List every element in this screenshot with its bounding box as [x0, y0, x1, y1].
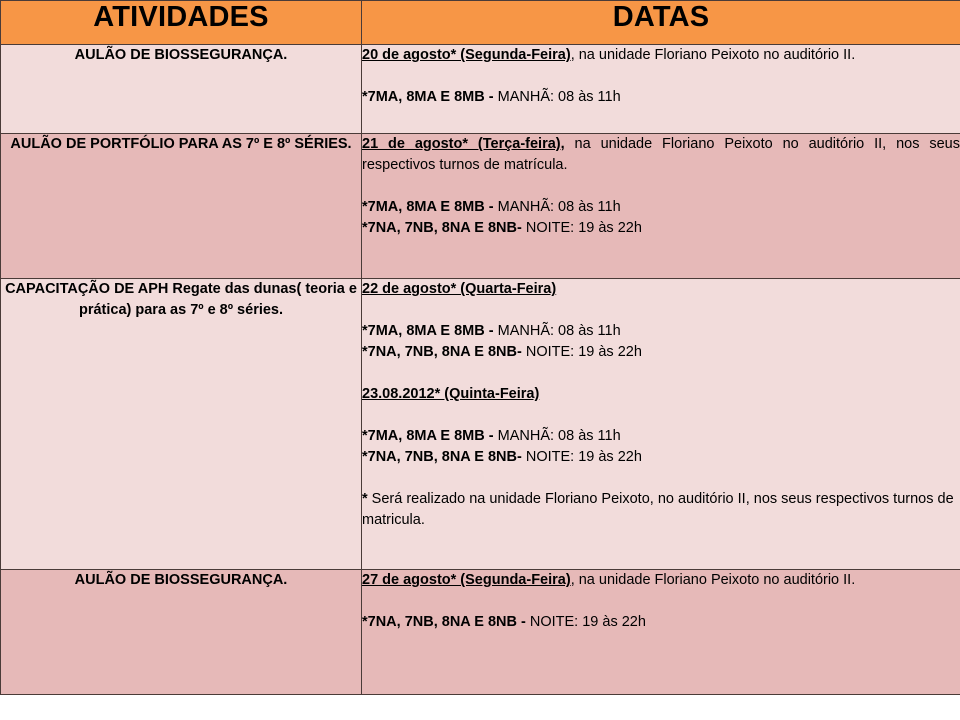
shift-time: NOITE: 19 às 22h	[525, 220, 642, 236]
date-heading: 23.08.2012* (Quinta-Feira)	[362, 386, 540, 402]
header-datas: DATAS	[362, 1, 960, 45]
shift-time: MANHÃ: 08 às 11h	[497, 199, 621, 215]
class-groups: *7NA, 7NB, 8NA E 8NB-	[362, 220, 526, 236]
class-groups: *7MA, 8MA E 8MB -	[362, 323, 498, 339]
shift-time: MANHÃ: 08 às 11h	[497, 89, 621, 105]
shift-time: NOITE: 19 às 22h	[525, 344, 642, 360]
schedule-line	[362, 426, 960, 447]
date-location: , na unidade Floriano Peixoto no auditório II.	[570, 572, 856, 588]
date-heading: 21 de agosto* (Terça-feira),	[362, 136, 565, 152]
shift-time: MANHÃ: 08 às 11h	[497, 323, 621, 339]
date-description	[362, 45, 960, 66]
class-groups: *7MA, 8MA E 8MB -	[362, 199, 498, 215]
table-row	[1, 45, 960, 134]
table-row	[1, 134, 960, 279]
class-groups: *7NA, 7NB, 8NA E 8NB-	[362, 449, 526, 465]
header-atividades: ATIVIDADES	[1, 1, 362, 45]
class-groups: *7NA, 7NB, 8NA E 8NB -	[362, 614, 530, 630]
header-row	[1, 1, 960, 45]
table-row	[1, 279, 960, 570]
activity-cell: AULÃO DE BIOSSEGURANÇA.	[1, 570, 362, 695]
date-heading: 22 de agosto* (Quarta-Feira)	[362, 281, 557, 297]
shift-time: NOITE: 19 às 22h	[529, 614, 646, 630]
date-description	[362, 570, 960, 591]
date-cell	[362, 45, 960, 134]
schedule-line	[362, 612, 960, 633]
date-description	[362, 279, 960, 300]
shift-time: NOITE: 19 às 22h	[525, 449, 642, 465]
date-description	[362, 134, 960, 176]
schedule-line	[362, 321, 960, 342]
schedule-line	[362, 197, 960, 218]
note-text: Será realizado na unidade Floriano Peixoto, no auditório II, nos seus respectivos turnos de matricula.	[362, 491, 954, 528]
date-cell	[362, 570, 960, 695]
class-groups: *7MA, 8MA E 8MB -	[362, 428, 498, 444]
schedule-line	[362, 87, 960, 108]
schedule-line	[362, 447, 960, 468]
date-heading: 27 de agosto* (Segunda-Feira)	[362, 572, 571, 588]
date-description	[362, 384, 960, 405]
date-heading: 20 de agosto* (Segunda-Feira)	[362, 47, 571, 63]
location-note	[362, 489, 960, 531]
class-groups: *7NA, 7NB, 8NA E 8NB-	[362, 344, 526, 360]
table-row	[1, 570, 960, 695]
date-location: , na unidade Floriano Peixoto no auditório II.	[570, 47, 856, 63]
shift-time: MANHÃ: 08 às 11h	[497, 428, 621, 444]
note-star: *	[362, 491, 372, 507]
schedule-line	[362, 342, 960, 363]
activity-cell: AULÃO DE BIOSSEGURANÇA.	[1, 45, 362, 134]
date-cell	[362, 279, 960, 570]
date-location: na unidade Floriano Peixoto no auditório II, nos seus respectivos turnos de matrícula.	[362, 136, 960, 173]
class-groups: *7MA, 8MA E 8MB -	[362, 89, 498, 105]
schedule-line	[362, 218, 960, 239]
activity-cell: CAPACITAÇÃO DE APH Regate das dunas( teoria e prática) para as 7º e 8º séries.	[1, 279, 362, 570]
activity-cell: AULÃO DE PORTFÓLIO PARA AS 7º E 8º SÉRIES.	[1, 134, 362, 279]
date-cell	[362, 134, 960, 279]
